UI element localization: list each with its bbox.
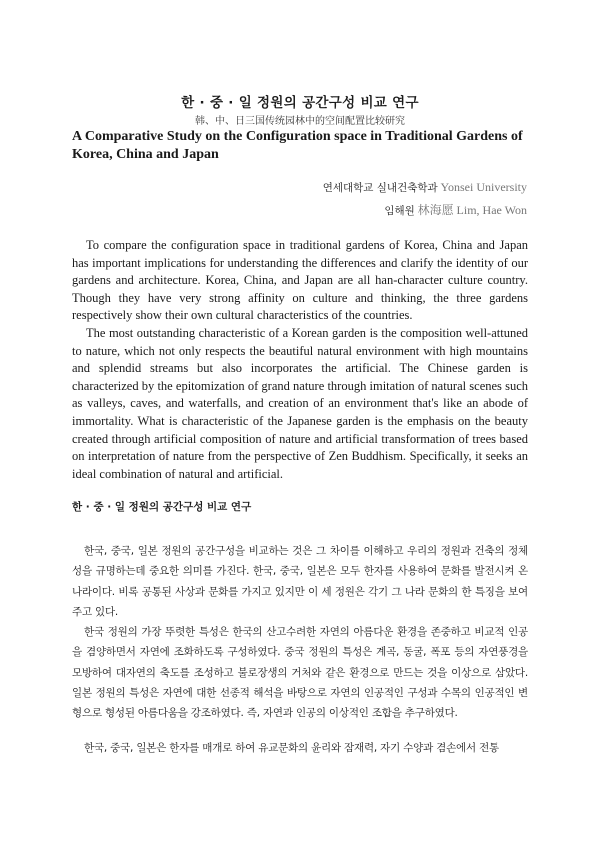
abstract bbox=[72, 237, 528, 483]
title-korean: 한 · 중 · 일 정원의 공간구성 비교 연구 bbox=[181, 95, 419, 111]
section-heading: 한 · 중 · 일 정원의 공간구성 비교 연구 bbox=[72, 501, 252, 513]
author-hanja: 林海愿 bbox=[417, 203, 454, 217]
korean-body bbox=[72, 541, 528, 758]
body-paragraph: 한국 정원의 가장 뚜렷한 특성은 한국의 산고수려한 자연의 아름다운 환경을 존중하고 비교적 인공을 겸양하면서 자연에 조화하도록 구성하였다. 중국 정원의 특성은 계곡, 동굴, 폭포 등의 자연풍경을 모방하여 대자연의 축도를 조성하고 불로장생의 거처와 같은 환경으로 만드는 것을 이상으로 삼았다. 일본 정원의 특성은 자연에 대한 선종적 해석을 바탕으로 자연의 인공적인 구성과 수목의 인공적인 변형으로 형성된 아름다움을 강조하였다. 즉, 자연과 인공의 이상적인 조합을 추구하였다. bbox=[72, 626, 528, 720]
title-chinese: 韩、中、日三国传统园林中的空间配置比较研究 bbox=[195, 116, 405, 127]
body-paragraph: 한국, 중국, 일본은 한자를 매개로 하여 유교문화의 윤리와 잠재력, 자기 수양과 겸손에서 전통 bbox=[84, 741, 499, 754]
body-paragraph: 한국, 중국, 일본 정원의 공간구성을 비교하는 것은 그 차이를 이해하고 우리의 정원과 건축의 정체성을 규명하는데 중요한 의미를 가진다. 한국, 중국, 일본은 모두 한자를 사용하여 문화를 발전시켜 온 나라이다. 비록 공통된 사상과 문화를 가지고 있지만 이 세 정원은 각기 그 나라 문화의 한 특징을 보여주고 있다. bbox=[72, 545, 528, 618]
organization-english: Yonsei University bbox=[440, 180, 527, 194]
author-korean: 임해원 bbox=[384, 205, 415, 217]
author-english: Lim, Hae Won bbox=[456, 203, 527, 217]
author-line bbox=[384, 201, 527, 218]
affiliation-line bbox=[323, 180, 527, 195]
title-english: A Comparative Study on the Configuration space in Traditional Gardens of Korea, China and Japan bbox=[72, 129, 523, 162]
abstract-paragraph: The most outstanding characteristic of a Korean garden is the composition well-attuned to nature, which not only respects the beautiful natural environment with high mountains and splendid streams but also incorporates the artificial. The Chinese garden is characterized by the epitomization of grand nature through imitation of natural scenes such as valleys, caves, and waterfalls, and creation of an environment that's like an abode of immortality. What is characteristic of the Japanese garden is the emphasis on the beauty created through artificial composition of nature and artificial transformation of trees based on interpretation of nature from the perspective of Zen Buddhism. Specifically, it seeks an ideal combination of natural and artificial. bbox=[72, 325, 528, 481]
abstract-paragraph: To compare the configuration space in traditional gardens of Korea, China and Japan has important implications for understanding the differences and clarify the identity of our gardens and architecture. Korea, China, and Japan are all han-character culture country. Though they have very strong affinity on culture and thinking, the three gardens respectively show their own cultural characteristics of the countries. bbox=[72, 238, 528, 323]
organization-korean: 연세대학교 실내건축학과 bbox=[322, 182, 438, 194]
